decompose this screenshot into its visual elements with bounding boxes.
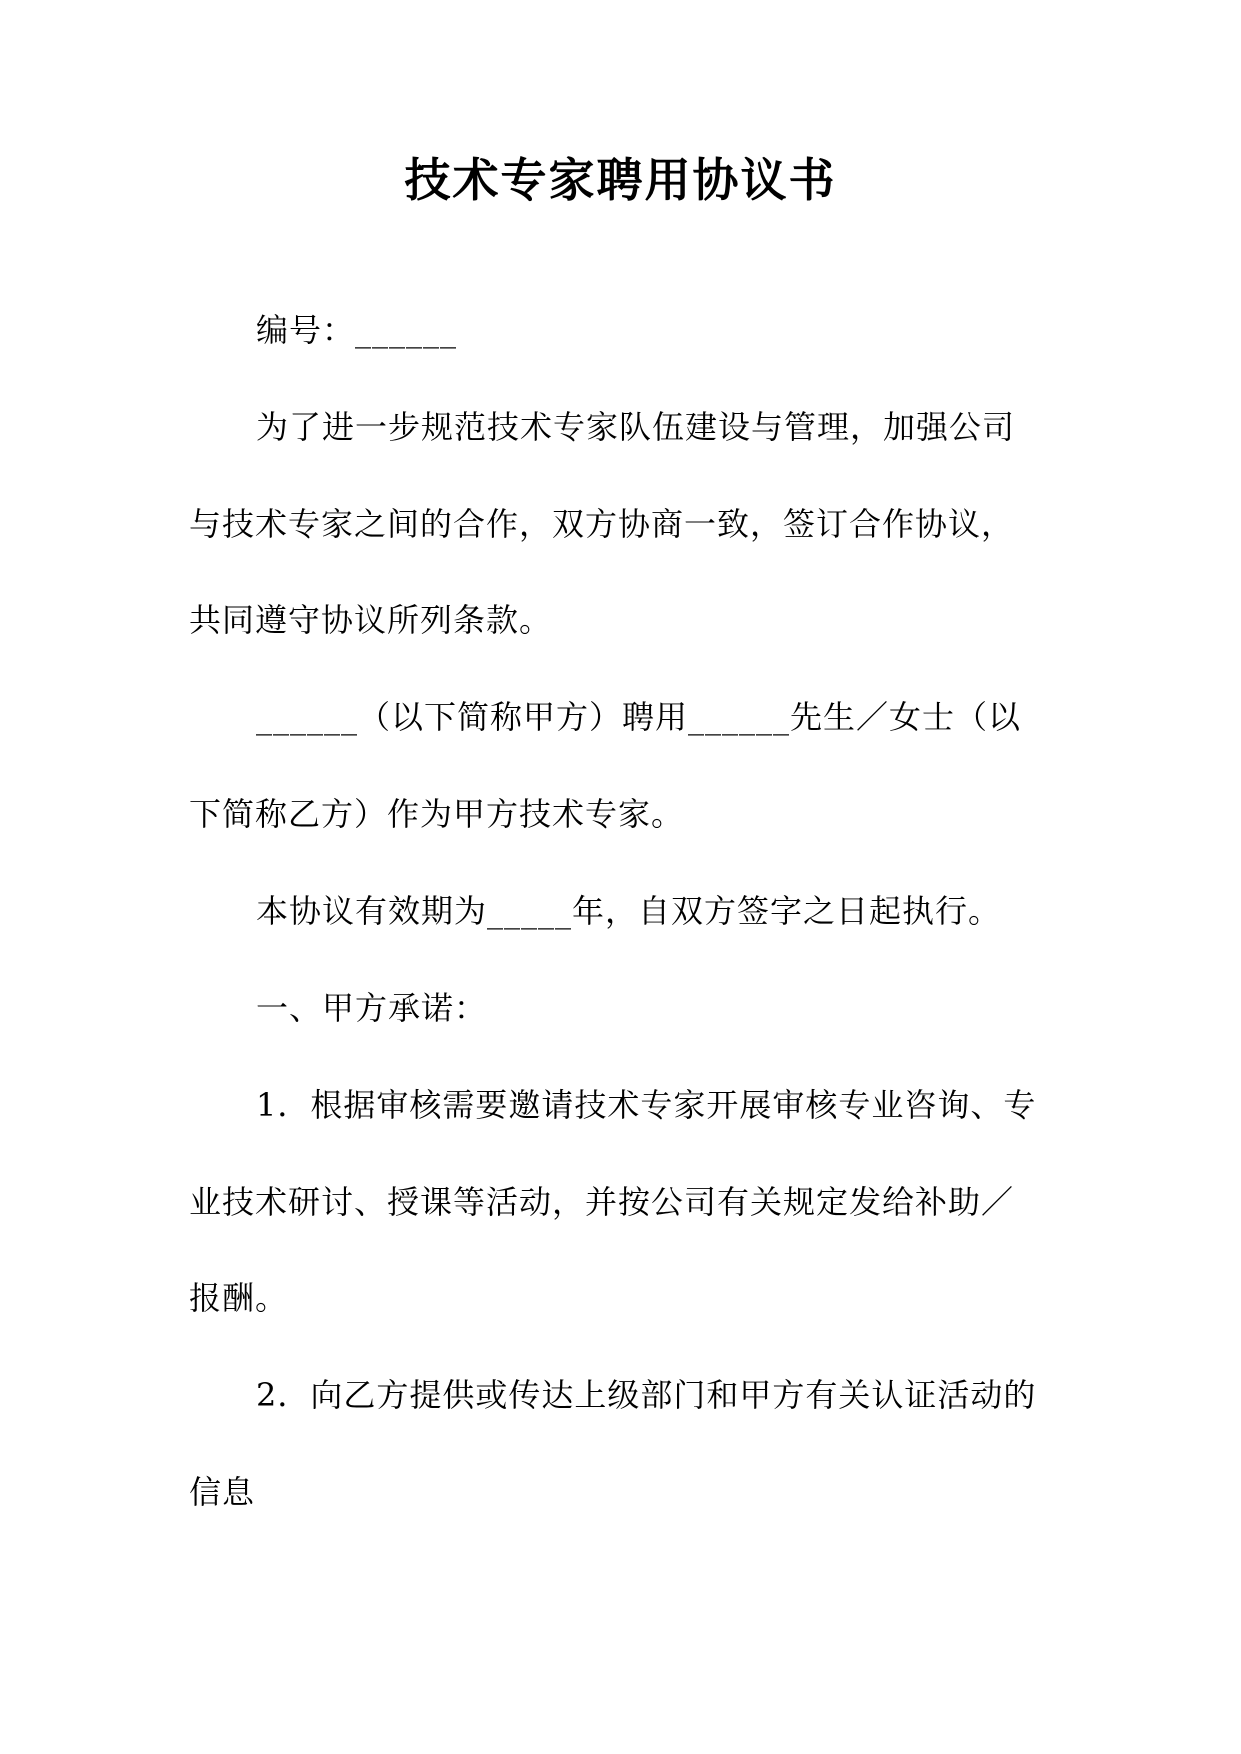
paragraph-line: 下简称乙方）作为甲方技术专家。 [189, 795, 685, 833]
serial-number-line: 编号：______ [256, 311, 458, 349]
paragraph-line: 2．向乙方提供或传达上级部门和甲方有关认证活动的 [256, 1376, 1037, 1414]
paragraph-line: 本协议有效期为_____年，自双方签字之日起执行。 [256, 892, 1002, 930]
paragraph-line: 业技术研讨、授课等活动，并按公司有关规定发给补助／ [189, 1183, 1015, 1221]
section-heading: 一、甲方承诺： [256, 989, 488, 1027]
paragraph-line: 报酬。 [189, 1279, 289, 1317]
paragraph-line: 共同遵守协议所列条款。 [189, 601, 553, 639]
paragraph-line: 与技术专家之间的合作，双方协商一致，签订合作协议， [189, 505, 1015, 543]
paragraph-line: ______（以下简称甲方）聘用______先生／女士（以 [256, 698, 1022, 736]
document-title: 技术专家聘用协议书 [404, 153, 837, 207]
paragraph-line: 为了进一步规范技术专家队伍建设与管理，加强公司 [256, 408, 1016, 446]
paragraph-line: 1．根据审核需要邀请技术专家开展审核专业咨询、专 [256, 1086, 1037, 1124]
paragraph-line: 信息 [189, 1473, 256, 1511]
